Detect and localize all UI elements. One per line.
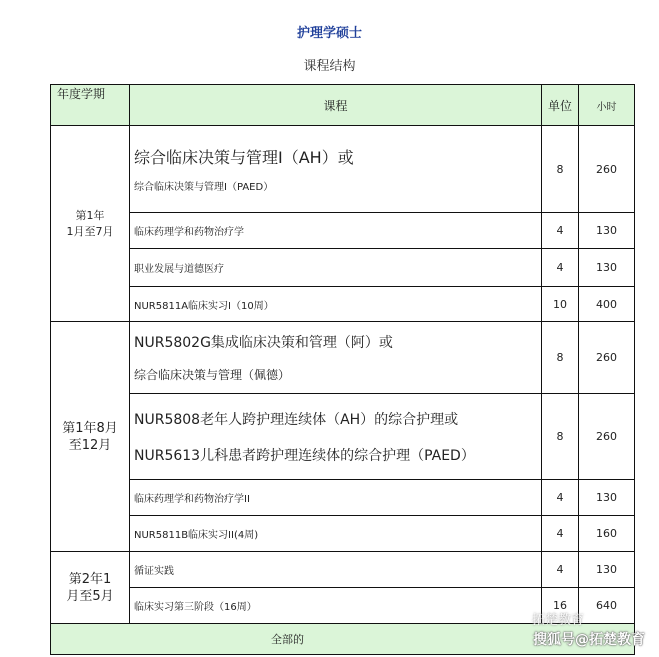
year-label: 至12月	[68, 437, 112, 453]
year-label: 第2年1	[68, 571, 112, 587]
table-row	[51, 394, 635, 480]
hours-cell: 260	[579, 394, 635, 480]
hours-cell: 130	[579, 213, 635, 249]
table-row	[51, 249, 635, 287]
year-cell	[51, 552, 130, 624]
page-title: 护理学硕士	[296, 26, 362, 41]
course-name: NUR5808老年人跨护理连续体（AH）的综合护理或	[134, 411, 459, 428]
year-label: 1月至7月	[66, 224, 114, 238]
table-row	[51, 480, 635, 516]
table-row	[51, 552, 635, 588]
course-cell: 临床药理学和药物治疗学II	[130, 480, 542, 516]
course-cell: 临床实习第三阶段（16周）	[130, 588, 542, 624]
course-cell: 循证实践	[130, 552, 542, 588]
table-row	[51, 322, 635, 394]
header-unit: 单位	[542, 85, 579, 126]
unit-cell: 8	[542, 394, 579, 480]
hours-cell: 260	[579, 126, 635, 213]
course-name: 综合临床决策与管理I（AH）或	[134, 148, 354, 167]
unit-cell: 8	[542, 322, 579, 394]
header-hours: 小时	[579, 85, 635, 126]
hours-cell: 130	[579, 480, 635, 516]
course-cell	[130, 394, 542, 480]
hours-cell: 400	[579, 287, 635, 322]
hours-cell: 130	[579, 552, 635, 588]
hours-cell: 130	[579, 249, 635, 287]
unit-cell: 4	[542, 552, 579, 588]
unit-cell: 10	[542, 287, 579, 322]
year-cell	[51, 322, 130, 552]
header-year: 年度学期	[51, 85, 130, 126]
header-course: 课程	[130, 85, 542, 126]
table-header-row	[51, 85, 635, 126]
course-name: 综合临床决策与管理I（PAED）	[134, 182, 274, 193]
hours-cell: 640	[579, 588, 635, 624]
total-text: 全部的	[271, 633, 304, 646]
unit-cell: 4	[542, 249, 579, 287]
course-cell	[130, 322, 542, 394]
year-label: 第1年8月	[62, 420, 118, 436]
year-label: 月至5月	[66, 588, 114, 604]
course-cell: NUR5811A临床实习I（10周）	[130, 287, 542, 322]
unit-cell: 4	[542, 516, 579, 552]
hours-cell: 260	[579, 322, 635, 394]
table-row	[51, 126, 635, 213]
course-name: NUR5613儿科患者跨护理连续体的综合护理（PAED）	[134, 447, 475, 464]
watermark: 搜狐号@拓楚教育	[533, 632, 645, 648]
unit-cell: 4	[542, 480, 579, 516]
hours-cell: 160	[579, 516, 635, 552]
course-cell: 职业发展与道德医疗	[130, 249, 542, 287]
year-cell	[51, 126, 130, 322]
table-row	[51, 287, 635, 322]
unit-cell: 4	[542, 213, 579, 249]
table-row	[51, 213, 635, 249]
course-structure-table	[50, 84, 635, 655]
course-cell: 临床药理学和药物治疗学	[130, 213, 542, 249]
watermark-faint: 拓楚教育	[532, 613, 585, 628]
course-cell: NUR5811B临床实习II(4周)	[130, 516, 542, 552]
year-label: 第1年	[75, 208, 105, 222]
course-name: 综合临床决策与管理（佩德）	[134, 368, 291, 382]
table-row	[51, 516, 635, 552]
unit-cell: 16	[542, 588, 579, 624]
course-cell	[130, 126, 542, 213]
course-name: NUR5802G集成临床决策和管理（阿）或	[134, 335, 393, 351]
unit-cell: 8	[542, 126, 579, 213]
page-subtitle: 课程结构	[303, 59, 356, 74]
